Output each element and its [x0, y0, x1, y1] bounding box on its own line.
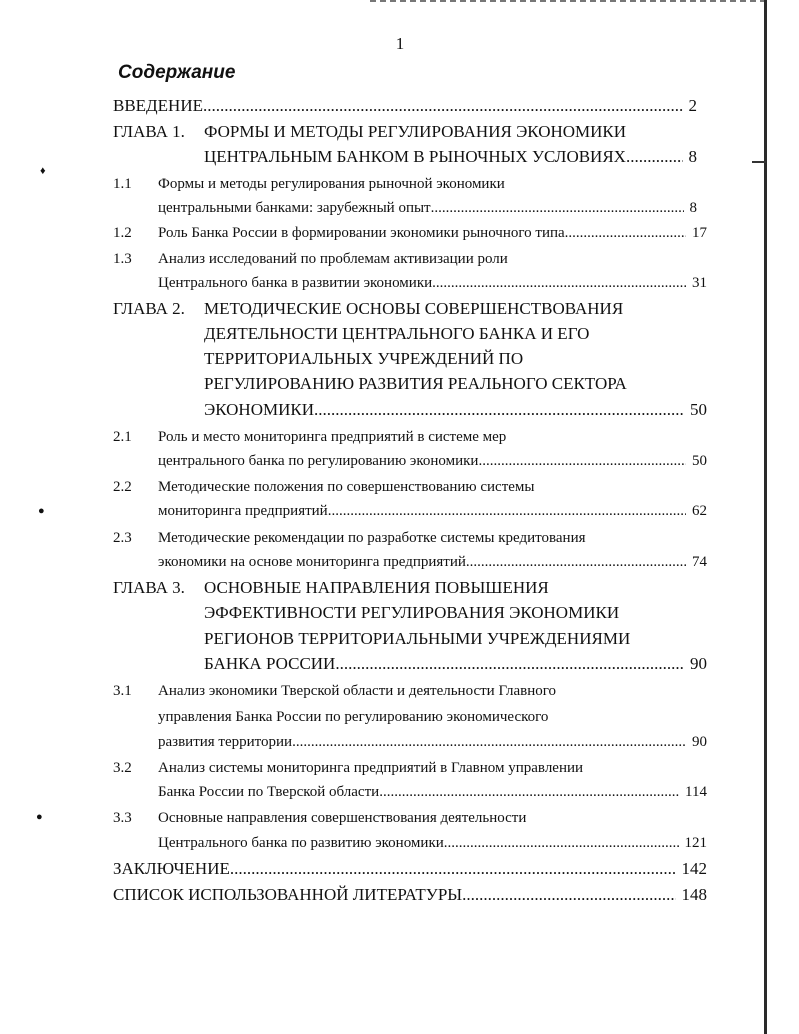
section-title-line[interactable]: Методические рекомендации по разработке системы кредитования	[158, 530, 586, 546]
toc-entry-section-2-2[interactable]	[158, 499, 707, 523]
chapter-title-line: ЭКОНОМИКИ	[204, 400, 314, 419]
edge-tick-mark	[752, 161, 766, 163]
section-title-line[interactable]: Методические положения по совершенствованию системы	[158, 479, 535, 495]
section-title-line: центрального банка по регулированию экономики	[158, 453, 479, 469]
section-number: 1.3	[113, 251, 132, 267]
toc-page-number: 17	[692, 225, 707, 241]
hole-punch-mark: ●	[38, 505, 45, 517]
dot-leader	[230, 857, 676, 881]
chapter-title-line[interactable]: ОСНОВНЫЕ НАПРАВЛЕНИЯ ПОВЫШЕНИЯ	[204, 578, 549, 597]
section-number: 2.2	[113, 479, 132, 495]
toc-entry-chapter-3[interactable]	[204, 652, 707, 676]
section-number: 1.1	[113, 176, 132, 192]
section-title-line[interactable]: Анализ системы мониторинга предприятий в Главном управлении	[158, 760, 584, 776]
toc-page-number: 142	[681, 859, 707, 878]
page-right-edge	[764, 0, 767, 1034]
section-title-line[interactable]: Анализ исследований по проблемам активизации роли	[158, 251, 508, 267]
section-title-line: Роль Банка России в формировании экономики рыночного типа	[158, 225, 565, 241]
dot-leader	[431, 196, 684, 220]
toc-entry-section-2-1[interactable]	[158, 449, 707, 473]
dot-leader	[379, 780, 679, 804]
toc-entry-introduction[interactable]	[113, 94, 697, 118]
page-number: 1	[395, 34, 405, 53]
toc-entry-section-3-2[interactable]	[158, 780, 707, 804]
toc-page-number: 8	[688, 147, 697, 166]
chapter-label: ГЛАВА 1.	[113, 122, 185, 141]
chapter-title-line: ЦЕНТРАЛЬНЫМ БАНКОМ В РЫНОЧНЫХ УСЛОВИЯХ	[204, 147, 626, 166]
toc-page-number: 121	[684, 835, 707, 851]
dot-leader	[565, 221, 686, 245]
section-title-line: Центрального банка по развитию экономики	[158, 835, 444, 851]
dot-leader	[462, 883, 675, 907]
dot-leader	[335, 652, 684, 676]
section-title-line: развития территории	[158, 734, 293, 750]
section-title-line[interactable]: управления Банка России по регулированию экономического	[158, 709, 549, 725]
toc-entry-title: ВВЕДЕНИЕ	[113, 96, 203, 115]
toc-entry-section-1-1[interactable]	[158, 196, 697, 220]
section-title-line[interactable]: Анализ экономики Тверской области и деятельности Главного	[158, 683, 557, 699]
section-title-line: экономики на основе мониторинга предприятий	[158, 554, 466, 570]
section-number: 2.3	[113, 530, 132, 546]
toc-entry-bibliography[interactable]	[113, 883, 707, 907]
chapter-title-line[interactable]: ЭФФЕКТИВНОСТИ РЕГУЛИРОВАНИЯ ЭКОНОМИКИ	[204, 603, 620, 622]
toc-entry-section-1-3[interactable]	[158, 271, 707, 295]
section-title-line[interactable]: Основные направления совершенствования деятельности	[158, 810, 527, 826]
chapter-title-line[interactable]: ФОРМЫ И МЕТОДЫ РЕГУЛИРОВАНИЯ ЭКОНОМИКИ	[204, 122, 627, 141]
toc-entry-conclusion[interactable]	[113, 857, 707, 881]
toc-entry-chapter-2[interactable]	[204, 398, 707, 422]
section-title-line: Центрального банка в развитии экономики	[158, 275, 433, 291]
dot-leader	[478, 449, 686, 473]
section-number: 3.2	[113, 760, 132, 776]
toc-page-number: 50	[692, 453, 707, 469]
section-title-line[interactable]: Формы и методы регулирования рыночной экономики	[158, 176, 505, 192]
section-title-line: центральными банками: зарубежный опыт	[158, 200, 431, 216]
toc-page-number: 148	[681, 885, 707, 904]
dot-leader	[466, 550, 686, 574]
chapter-title-line[interactable]: ДЕЯТЕЛЬНОСТИ ЦЕНТРАЛЬНОГО БАНКА И ЕГО	[204, 324, 590, 343]
chapter-title-line[interactable]: РЕГИОНОВ ТЕРРИТОРИАЛЬНЫМИ УЧРЕЖДЕНИЯМИ	[204, 629, 631, 648]
section-number: 2.1	[113, 429, 132, 445]
hole-punch-mark: ♦	[40, 165, 46, 177]
toc-entry-section-3-1[interactable]	[158, 730, 707, 754]
toc-page-number: 31	[692, 275, 707, 291]
chapter-title-line[interactable]: МЕТОДИЧЕСКИЕ ОСНОВЫ СОВЕРШЕНСТВОВАНИЯ	[204, 299, 624, 318]
toc-title: Содержание	[118, 62, 236, 83]
scan-edge-dashes	[370, 0, 766, 4]
hole-punch-mark: ●	[36, 811, 43, 823]
section-number: 1.2	[113, 225, 132, 241]
section-title-line[interactable]: Роль и место мониторинга предприятий в системе мер	[158, 429, 507, 445]
chapter-label: ГЛАВА 3.	[113, 578, 185, 597]
toc-page-number: 8	[689, 200, 697, 216]
dot-leader	[444, 831, 679, 855]
dot-leader	[292, 730, 686, 754]
toc-page-number: 50	[690, 400, 707, 419]
toc-page-number: 74	[692, 554, 707, 570]
toc-entry-section-2-3[interactable]	[158, 550, 707, 574]
toc-entry-title: СПИСОК ИСПОЛЬЗОВАННОЙ ЛИТЕРАТУРЫ	[113, 885, 463, 904]
toc-page-number: 2	[688, 96, 697, 115]
dot-leader	[626, 145, 683, 169]
section-number: 3.3	[113, 810, 132, 826]
toc-entry-section-3-3[interactable]	[158, 831, 707, 855]
chapter-title-line: БАНКА РОССИИ	[204, 654, 336, 673]
chapter-label: ГЛАВА 2.	[113, 299, 185, 318]
section-title-line: мониторинга предприятий	[158, 503, 328, 519]
chapter-title-line[interactable]: РЕГУЛИРОВАНИЮ РАЗВИТИЯ РЕАЛЬНОГО СЕКТОРА	[204, 374, 627, 393]
toc-page-number: 62	[692, 503, 707, 519]
toc-page-number: 90	[690, 654, 707, 673]
dot-leader	[328, 499, 686, 523]
section-title-line: Банка России по Тверской области	[158, 784, 380, 800]
toc-page-number: 90	[692, 734, 707, 750]
toc-entry-section-1-2[interactable]	[158, 221, 707, 245]
dot-leader	[314, 398, 684, 422]
section-number: 3.1	[113, 683, 132, 699]
dot-leader	[203, 94, 683, 118]
dot-leader	[432, 271, 686, 295]
chapter-title-line[interactable]: ТЕРРИТОРИАЛЬНЫХ УЧРЕЖДЕНИЙ ПО	[204, 349, 524, 368]
toc-entry-chapter-1[interactable]	[204, 145, 697, 169]
toc-page-number: 114	[685, 784, 707, 800]
toc-entry-title: ЗАКЛЮЧЕНИЕ	[113, 859, 230, 878]
